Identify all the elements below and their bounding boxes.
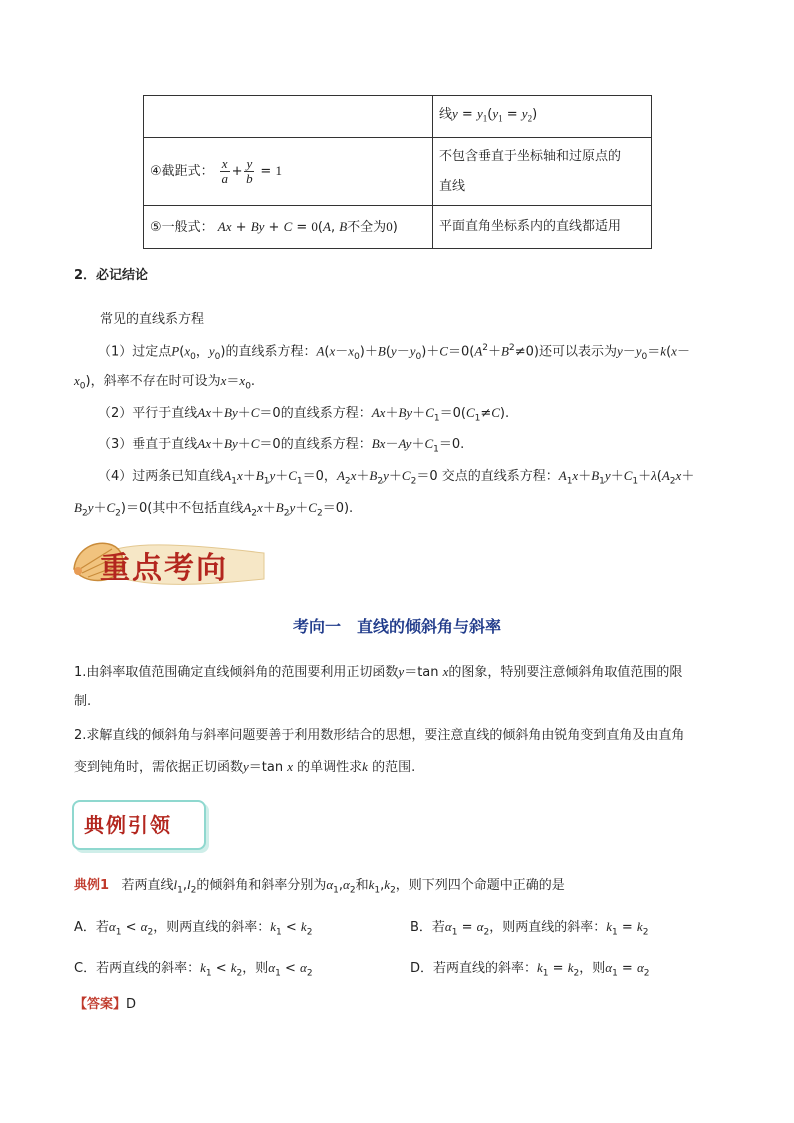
text-line: 1.由斜率取值范围确定直线倾斜角的范围要利用正切函数y＝tan x的图象，特别要注意倾斜角取值范围的限 [74,664,683,680]
table-cell [144,96,433,138]
text-line: （3）垂直于直线Ax＋By＋C＝0的直线系方程：$Bx-Ay+C_1=0$. [98,436,465,455]
table-text: 不全为 [347,219,387,235]
table-text: ⑤一般式： [150,219,214,235]
table-row [144,96,652,138]
text-line: （1）过定点$P(x_0$，$y_0$)的直线系方程：$A(x-x_0)+B(y-y_0)+C=0(A^2+B^2\ne 0)$还可以表示为$y-y_0=k(x-$ [98,343,690,362]
option-a[interactable]: A．若$\alpha_1 < \alpha_2$，则两直线的斜率：$k_1 < k_2$ [74,919,313,938]
text-line: （4）过两条已知直线$A_1x+B_1y+C_1=0$，$A_2x+B_2y+C_2=0$ 交点的直线系方程：$A_1x+B_1y+C_1+\lambda(A_2x+$ [98,468,695,487]
table-row [144,138,652,206]
answer-value: D [126,997,137,1012]
text-line: $x_0$)，斜率不存在时可设为$x=x_0$. [74,373,256,392]
option-d[interactable]: D．若两直线的斜率：$k_1 = k_2$，则$\alpha_1 = \alpha_2$ [410,960,650,979]
answer-line [74,995,136,1015]
text-line: $B_2y+C_2)=0$(其中不包括直线$A_2x+B_2y+C_2=0$). [74,500,354,519]
formula-table [143,95,652,249]
table-text: 直线 [439,178,466,194]
text-line: 制. [74,694,92,709]
text-line: （2）平行于直线Ax＋By＋C＝0的直线系方程：$Ax+By+C_1=0(C_1\ne C)$. [98,405,510,424]
table-row [144,206,652,249]
section-heading: 2．必记结论 [74,268,149,283]
table-text: 不包含垂直于坐标轴和过原点的 [439,148,622,164]
example-tag: 典例1 [74,878,110,893]
option-c[interactable]: C．若两直线的斜率：$k_1 < k_2$，则$\alpha_1 < \alpha_2$ [74,960,313,979]
table-cell: ⑤一般式： Ax + By + C = 0(A, B不全为0) [144,206,433,249]
table-cell [433,138,652,206]
table-text: 平面直角坐标系内的直线都适用 [439,219,622,234]
table-text: ④截距式： [150,164,214,179]
fraction: $\frac{y}{b}$ [246,156,253,186]
section-subheading: 常见的直线系方程 [100,312,205,327]
section-title: 考向一 直线的倾斜角与斜率 [292,617,501,636]
example-box-label: 典例引领 [84,813,172,837]
banner-title: 重点考向 [100,551,228,586]
table-cell: 线$y = y_1(y_1 = y_2)$ [433,96,652,138]
table-cell [433,206,652,249]
text-line: 2.求解直线的倾斜角与斜率问题要善于利用数形结合的思想，要注意直线的倾斜角由锐角变到直角及由直角 [74,728,685,743]
text-line: 变到钝角时，需依据正切函数y＝tan x 的单调性求k 的范围. [74,759,416,775]
fraction: $\frac{x}{a}$ [221,156,228,186]
answer-tag: 【答案】 [74,997,127,1012]
question-stem: 典例1 若两直线$l_1,l_2$的倾斜角和斜率分别为$\alpha_1,\alpha_2$和$k_1,k_2$，则下列四个命题中正确的是 [74,877,565,896]
table-cell: ④截距式： $\frac{x}{a}$ + $\frac{y}{b}$ = 1 [144,138,433,206]
option-b[interactable]: B．若$\alpha_1 = \alpha_2$，则两直线的斜率：$k_1 = k_2$ [410,919,649,938]
table-text: 线 [439,107,453,123]
